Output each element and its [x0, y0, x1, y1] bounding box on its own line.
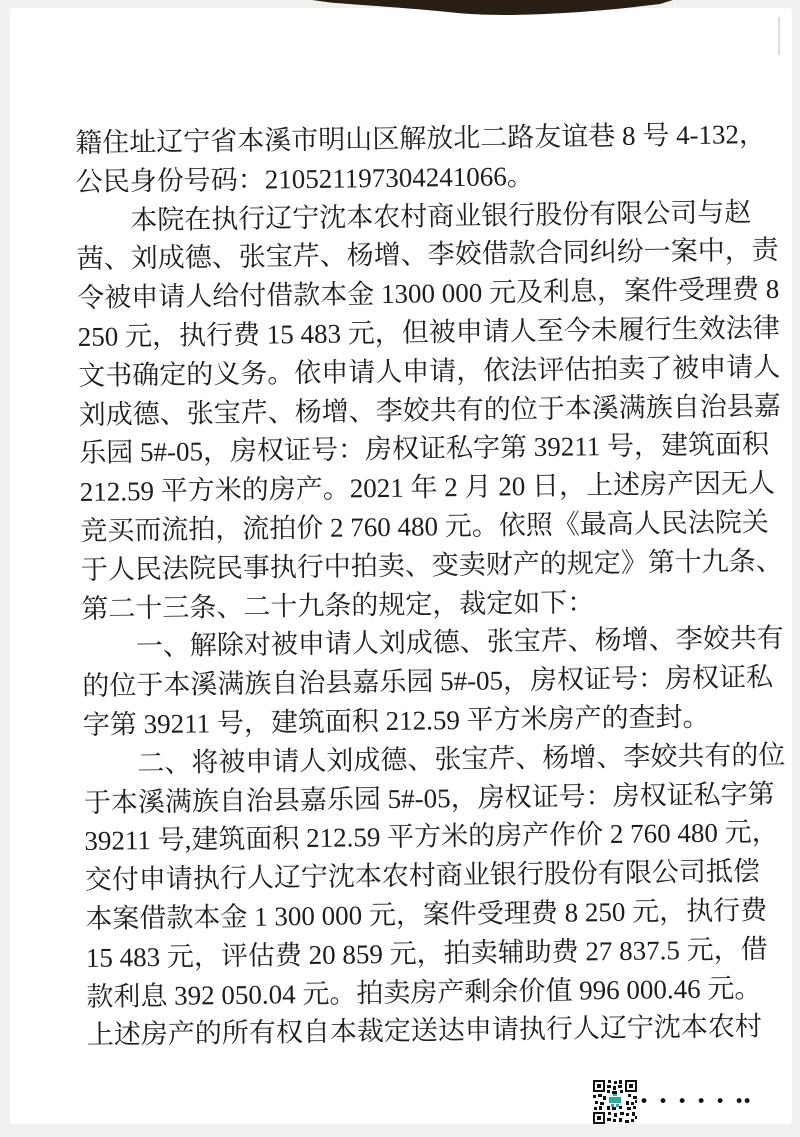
text-line: 本案借款本金 1 300 000 元，案件受理费 8 250 元，执行费	[85, 894, 768, 934]
text-line: 第二十三条、二十九条的规定，裁定如下：	[81, 586, 595, 624]
text-line: 于人民法院民事执行中拍卖、变卖财产的规定》第十九条、	[80, 545, 783, 585]
text-line: 本院在执行辽宁沈本农村商业银行股份有限公司与赵	[130, 196, 752, 235]
text-line: 的位于本溪满族自治县嘉乐园 5#-05，房权证号：房权证私	[82, 662, 774, 702]
text-line: 乐园 5#-05，房权证号：房权证私字第 39211 号，建筑面积	[79, 429, 770, 469]
text-line: 文书确定的义务。依申请人申请，依法评估拍卖了被申请人	[78, 351, 781, 391]
page-edge-artifact	[778, 17, 780, 55]
text-line: 竞买而流拍，流拍价 2 760 480 元。依照《最高人民法院关	[80, 506, 769, 546]
text-line: 上述房产的所有权自本裁定送达申请执行人辽宁沈本农村	[86, 1011, 763, 1051]
text-line: 款利息 392 050.04 元。拍卖房产剩余价值 996 000.46 元。	[86, 972, 762, 1012]
dot: •	[696, 1092, 707, 1112]
text-line: 15 483 元，评估费 20 859 元，拍卖辅助费 27 837.5 元，借	[85, 933, 768, 973]
text-line: 交付申请执行人辽宁沈本农村商业银行股份有限公司抵偿	[84, 856, 761, 896]
text-line: 字第 39211 号，建筑面积 212.59 平方米房产的查封。	[82, 701, 710, 740]
text-line: 刘成德、张宝芹、杨增、李姣共有的位于本溪满族自治县嘉	[78, 390, 781, 430]
dot-pair: ••	[734, 1092, 751, 1112]
text-line: 于本溪满族自治县嘉乐园 5#-05，房权证号：房权证私字第	[83, 778, 775, 818]
text-line: 一、解除对被申请人刘成德、张宝芹、杨增、李姣共有	[135, 623, 784, 662]
text-line: 茜、刘成德、张宝芹、杨增、李姣借款合同纠纷一案中，责	[76, 235, 779, 275]
dot: •	[658, 1092, 669, 1112]
text-line: 250 元，执行费 15 483 元，但被申请人至今未履行生效法律	[77, 312, 780, 352]
dot-marks	[639, 1092, 759, 1112]
text-line: 公民身份号码：210521197304241066。	[75, 160, 534, 197]
dot: •	[639, 1092, 650, 1112]
text-line: 令被申请人给付借款本金 1300 000 元及利息，案件受理费 8	[77, 273, 780, 314]
text-line: 籍住址辽宁省本溪市明山区解放北二路友谊巷 8 号 4-132，	[75, 118, 767, 158]
text-line: 212.59 平方米的房产。2021 年 2 月 20 日，上述房产因无人	[79, 468, 776, 508]
document-sheet	[10, 8, 792, 1124]
dot: •	[715, 1092, 726, 1112]
dot: •	[677, 1092, 688, 1112]
text-line: 二、将被申请人刘成德、张宝芹、杨增、李姣共有的位	[137, 739, 786, 778]
document-body-text	[75, 115, 786, 1055]
qr-code-icon	[593, 1080, 637, 1124]
text-line: 39211 号,建筑面积 212.59 平方米的房产作价 2 760 480 元，	[84, 817, 779, 857]
